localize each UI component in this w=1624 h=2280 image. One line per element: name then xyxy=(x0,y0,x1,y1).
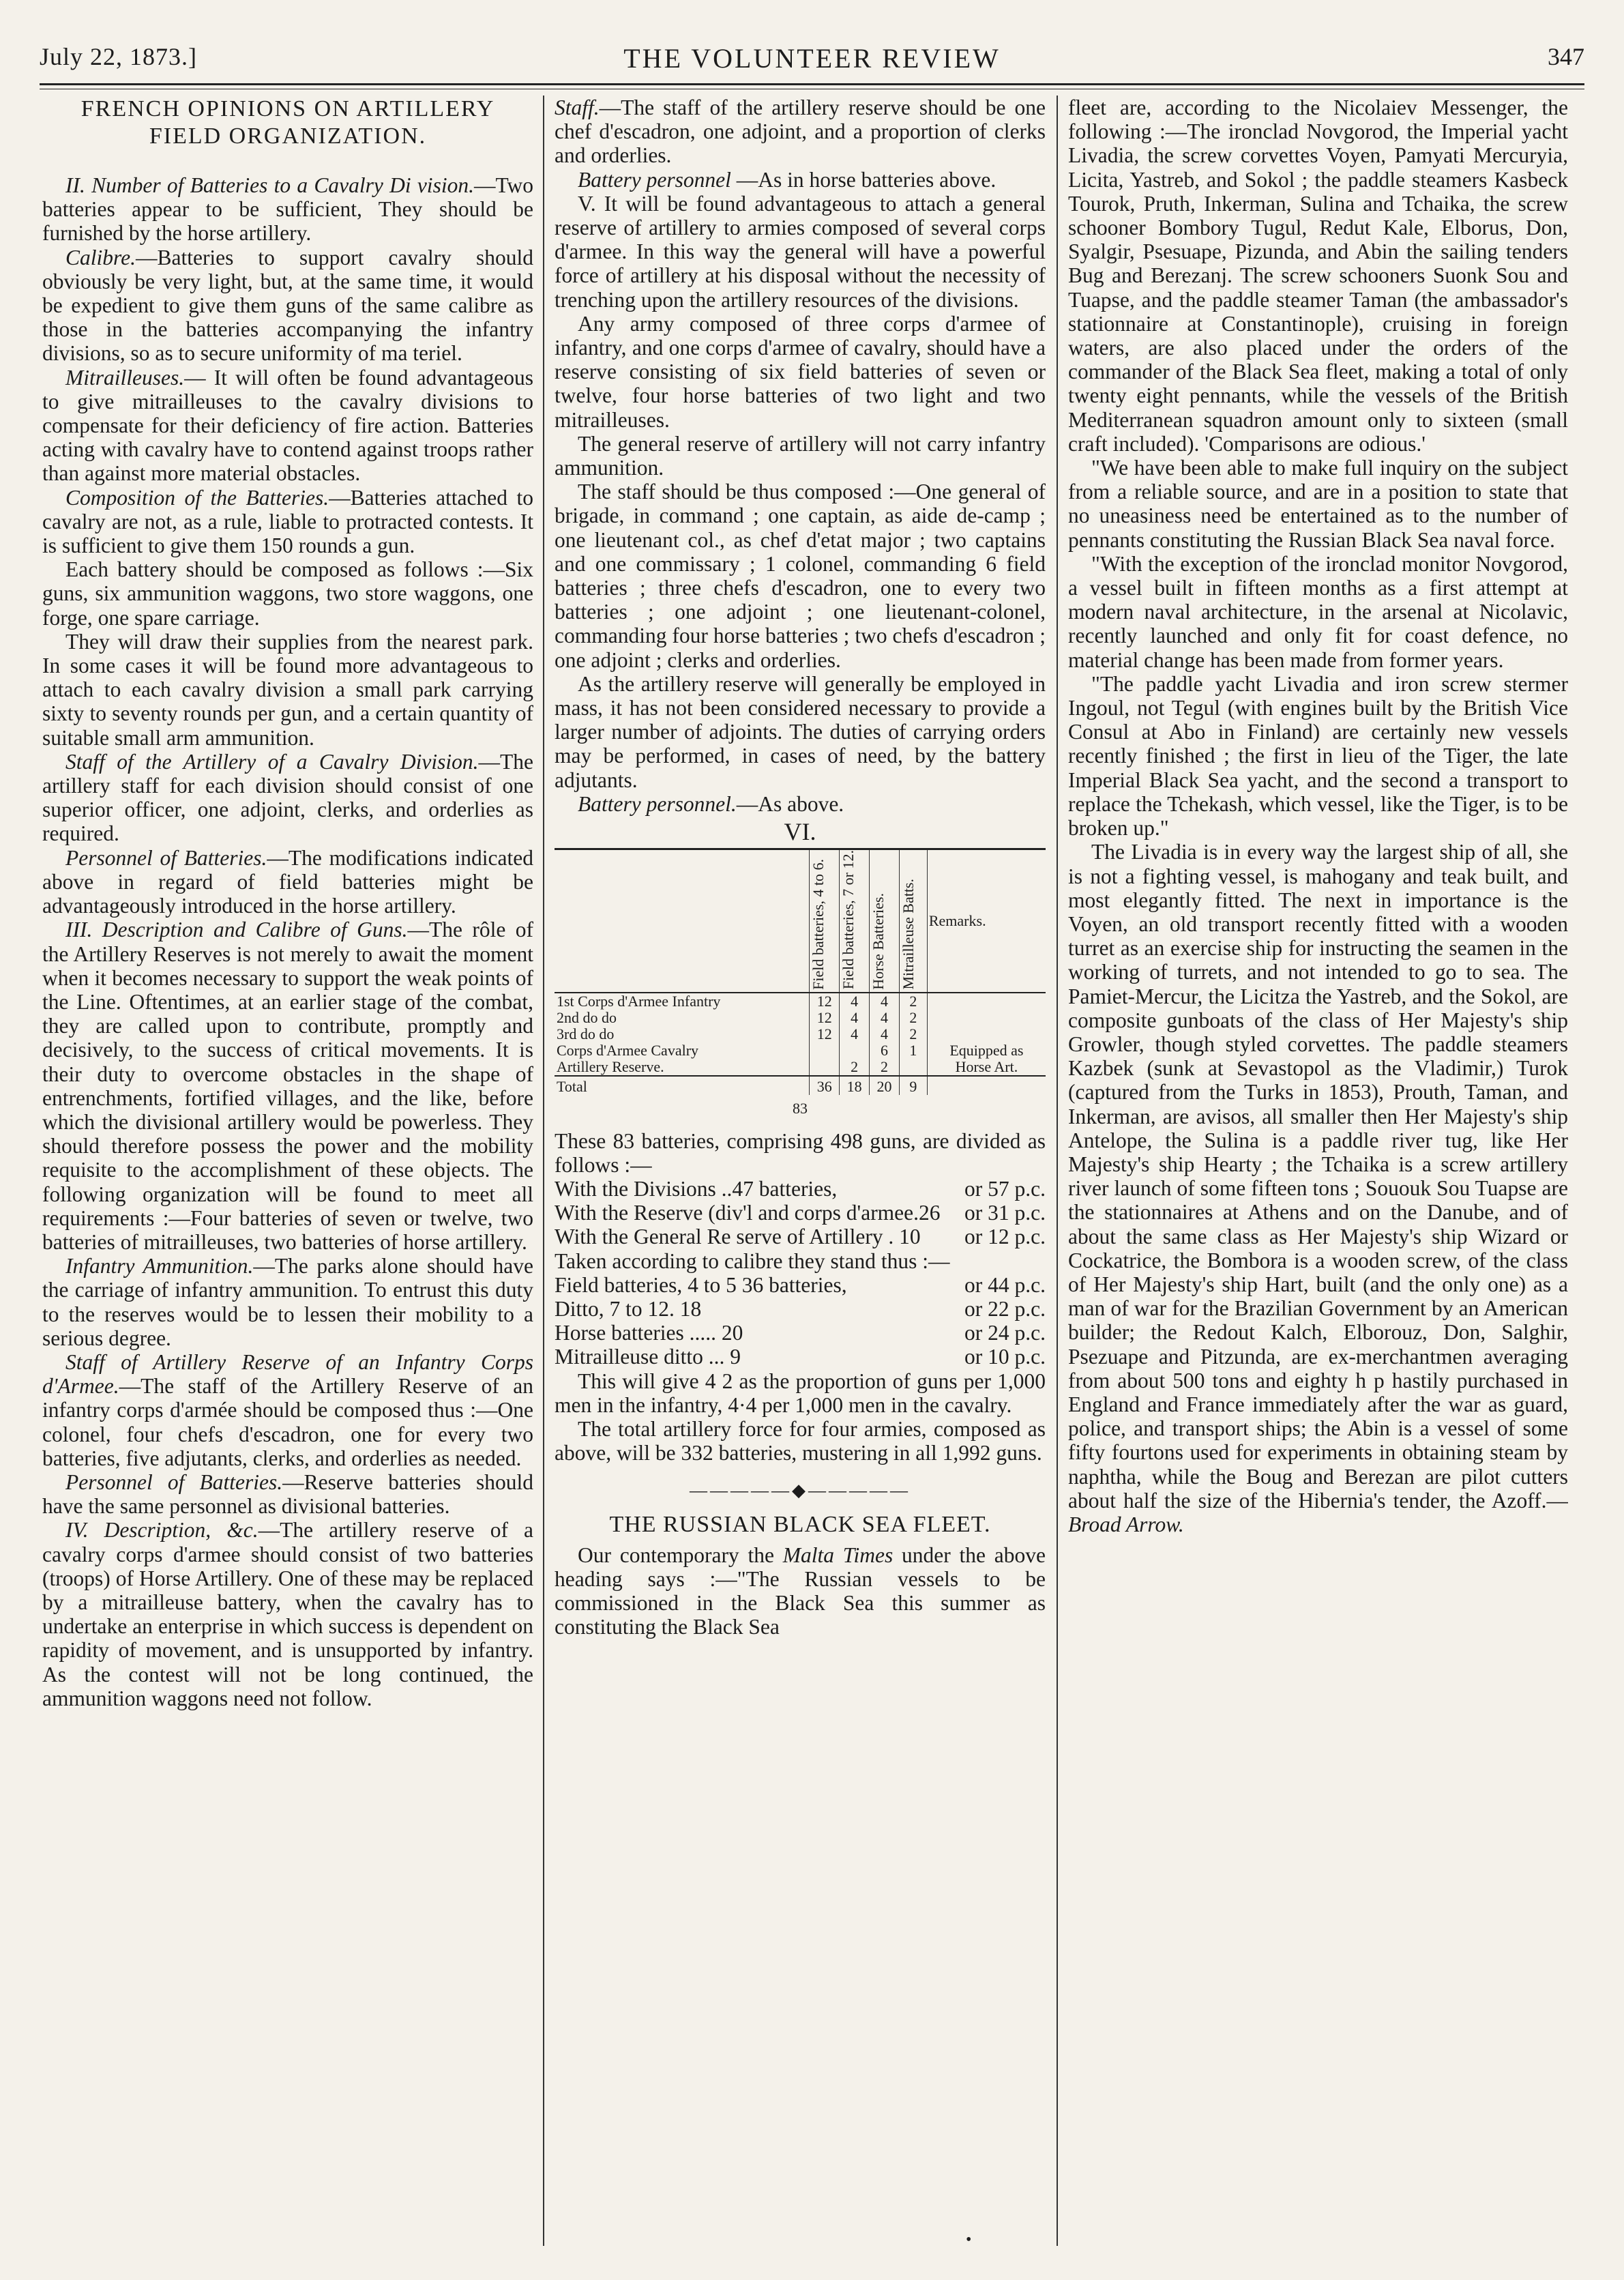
list-item: Ditto, 7 to 12. 18 or 22 p.c. xyxy=(555,1297,1046,1321)
paragraph: IV. Description, &c.—The artillery reserve of a cavalry corps d'armee should consist of two batteries (troops) of Horse Artillery. One of these may be replaced by a mitrailleuse battery, when the cavalry has to undertake an enterprise in which success is dependent on rapidity of movement, and is unsupported by infantry. As the contest will not be long continued, the ammunition waggons need not follow. xyxy=(42,1518,533,1710)
paragraph: The Livadia is in every way the largest ship of all, she is not a fighting vessel, is mahogany and teak built, and most elegantly fitted. The next in importance is the Voyen, an old transport recently fitted with a wooden turret as an exercise ship for instructing the seamen in the working of turrets, and not intended to go to sea. The Pamiet-Mercur, the Licitza the Yastreb, and the Sokol, are composite gunboats of the class of Her Majesty's ship Growler, though styled corvettes. The paddle steamers Kazbek (sunk at Sevastopol as the Vladimir,) Turok (captured from the Turks in 1853), Prouth, Taman, and Inkerman, are avisos, all smaller then Her Majesty's ship Antelope, the Sulina is a paddle river tug, like Her Majesty's ship Hearty ; the Tchaika is a screw artillery river launch of some fifteen tons ; Sououk Sou Tuapse are the stationnaires at Athens and on the Danube, and of about the same class as Her Majesty's ship Wizard or Cockatrice, the Bombora is a wooden screw, of the class of Her Majesty's ship Hart, built (and the only one) as a man of war for the Brazilian Government by an American builder; the Redout Kalch, Elborouz, Don, Salghir, Psezuape and Pitzunda, are ex-merchantmen averaging from about 500 tons and eighty h p hastily purchased in England and France immediately after the war as guard, police, and transport ships; the Abin is a vessel of some fifty fourtons used for experiments in obtaining steam by naphtha, while the Boug and Berezan are pilot cutters about half the size of the Hibernia's tender, the Azoff.—Broad Arrow. xyxy=(1068,840,1568,1536)
issue-date: July 22, 1873.] xyxy=(40,43,197,70)
page-mark: • xyxy=(966,2231,972,2249)
paragraph: Staff.—The staff of the artillery reserve should be one chef d'escadron, one adjoint, and a proportion of clerks and orderlies. xyxy=(555,96,1046,168)
paragraph: II. Number of Batteries to a Cavalry Di vision.—Two batteries appear to be sufficient, They should be furnished by the horse artillery. xyxy=(42,173,533,246)
paragraph: V. It will be found advantageous to attach a general reserve of artillery to armies composed of several corps d'armee. In this way the general will have a powerful force of artillery at his disposal without the necessity of trenching upon the artillery resources of the divisions. xyxy=(555,191,1046,312)
paragraph: III. Description and Calibre of Guns.—The rôle of the Artillery Reserves is not merely to await the moment when it becomes necessary to support the weak points of the Line. Oftentimes, at an earlier stage of the combat, they are called upon to contribute, promptly and decisively, to the success of critical movements. It is their duty to overcome obstacles in the shape of entrenchments, fortified villages, and the like, before which the divisional artillery would be powerless. They should therefore possess the power and the mobility requisite to the accomplishment of these objects. The following organization will be found to meet all requirements :—Four batteries of seven or twelve, two batteries of mitrailleuses, two batteries of horse artillery. xyxy=(42,918,533,1254)
table-corner xyxy=(555,849,810,993)
article-heading: FRENCH OPINIONS ON ARTILLERY FIELD ORGANIZATION. xyxy=(80,96,495,149)
table-row: 1st Corps d'Armee Infantry 12 4 4 2 xyxy=(555,993,1046,1010)
table-title: VI. xyxy=(784,818,816,846)
paragraph: "The paddle yacht Livadia and iron screw stermer Ingoul, not Tegul (with engines built by the British Vice Consul at Abo in Finland) are certainly new vessels recently finished ; the first in lieu of the Tiger, the late Imperial Black Sea yacht, and the second a transport to replace the Tchekash, which vessel, like the Tiger, is to be broken up." xyxy=(1068,671,1568,841)
list-item: With the General Re serve of Artillery . 10 or 12 p.c. xyxy=(555,1225,1046,1249)
paragraph: Taken according to calibre they stand thus :— xyxy=(555,1248,950,1273)
column-header-remarks: Remarks. xyxy=(927,849,1046,993)
paragraph: This will give 4 2 as the proportion of guns per 1,000 men in the infantry, 4·4 per 1,000 men in the cavalry. xyxy=(555,1369,1046,1417)
paragraph: The general reserve of artillery will not carry infantry ammunition. xyxy=(555,431,1046,480)
paragraph: Battery personnel.—As above. xyxy=(578,791,844,816)
paragraph: Infantry Ammunition.—The parks alone should have the carriage of infantry ammunition. To entrust this duty to the reserves would be to lessen their mobility to a serious degree. xyxy=(42,1254,533,1350)
paragraph: "We have been able to make full inquiry on the subject from a reliable source, and are in a position to state that no uneasiness need be entertained as to the number of pennants constituting the Russian Black Sea naval force. xyxy=(1068,456,1568,552)
list-item: Mitrailleuse ditto ... 9 or 10 p.c. xyxy=(555,1345,1046,1369)
paragraph: Our contemporary the Malta Times under the above heading says :—"The Russian vessels to be commissioned in the Black Sea this summer as constituting the Black Sea xyxy=(555,1543,1046,1639)
paragraph: The total artillery force for four armies, composed as above, will be 332 batteries, mustering in all 1,992 guns. xyxy=(555,1417,1046,1465)
page-number: 347 xyxy=(1548,43,1584,70)
column-1 xyxy=(42,96,533,2253)
table-row: Corps d'Armee Cavalry 6 1 Equipped as xyxy=(555,1042,1046,1059)
source-credit: Broad Arrow. xyxy=(1068,1512,1184,1536)
table-total-row: Total 36 18 20 9 xyxy=(555,1076,1046,1095)
paragraph: Any army composed of three corps d'armee of infantry, and one corps d'armee of cavalry, should have a reserve consisting of six field batteries of seven or twelve, four horse batteries of two light and two mitrailleuses. xyxy=(555,311,1046,432)
column-header: Field batteries, 7 or 12. xyxy=(840,849,870,993)
list-item: Field batteries, 4 to 5 36 batteries, or 44 p.c. xyxy=(555,1272,1046,1297)
paragraph: Mitrailleuses.— It will often be found advantageous to give mitrailleuses to the cavalry divisions to compensate for their deficiency of fire action. Batteries acting with cavalry have to contend against troops rather than against more material obstacles. xyxy=(42,365,533,486)
artillery-table xyxy=(555,848,1046,1095)
paragraph: Staff of the Artillery of a Cavalry Division.—The artillery staff for each division should consist of one superior officer, one adjoint, clerks, and orderlies as required. xyxy=(42,749,533,846)
paragraph: Calibre.—Batteries to support cavalry should obviously be very light, but, at the same time, it would be expedient to give them guns of the same calibre as those in the batteries accompanying the infantry divisions, so as to secure uniformity of ma teriel. xyxy=(42,245,533,366)
column-header: Mitrailleuse Batts. xyxy=(899,849,927,993)
header-rule xyxy=(40,83,1584,85)
paragraph: The staff should be thus composed :—One general of brigade, in command ; one captain, as aide de-camp ; one lieutenant col., as chef d'etat major ; two captains and one commissary ; 1 colonel, commanding 6 field batteries ; three chefs d'escadron, one to every two batteries ; one adjoint ; one lieutenant-colonel, commanding four horse batteries ; two chefs d'escadron ; one adjoint ; clerks and orderlies. xyxy=(555,480,1046,672)
column-2 xyxy=(555,96,1046,2253)
paragraph: fleet are, according to the Nicolaiev Messenger, the following :—The ironclad Novgorod, the Imperial yacht Livadia, the screw corvettes Voyen, Pamyati Mercuryia, Licita, Yastreb, and Sokol ; the paddle steamers Kasbeck Tourok, Pruth, Inkerman, Sulina and Tchaika, the screw schooner Bombory Tugul, Redut Kale, Elborus, Don, Syalgir, Psesuape, Pizunda, and Abin the sailing tenders Bug and Berezanj. The screw schooners Suonk Sou and Tuapse, and the paddle steamer Taman (the ambassador's stationnaire at Constantinople), cruising in foreign waters, are also placed under the orders of the commander of the Black Sea fleet, making a total of only twenty eight pennants, while the vessels of the British Mediterranean squadron amount only to sixteen (small craft included). 'Comparisons are odious.' xyxy=(1068,96,1568,456)
column-3 xyxy=(1068,96,1568,2253)
paragraph: Battery personnel —As in horse batteries above. xyxy=(578,167,996,192)
column-divider xyxy=(543,96,544,2246)
paragraph: Personnel of Batteries.—The modifications indicated above in regard of field batteries might be advantageously introduced in the horse artillery. xyxy=(42,845,533,918)
column-divider xyxy=(1057,96,1058,2246)
paragraph: Staff of Artillery Reserve of an Infantry Corps d'Armee.—The staff of the Artillery Reserve of an infantry corps d'armée should be composed thus :—One colonel, four chefs d'escadron, one for every two batteries, five adjutants, clerks, and orderlies as needed. xyxy=(42,1349,533,1470)
paragraph: These 83 batteries, comprising 498 guns, are divided as follows :— xyxy=(555,1128,1046,1177)
running-head xyxy=(40,42,1584,83)
list-item: With the Divisions ..47 batteries, or 57 p.c. xyxy=(555,1176,1046,1201)
paragraph: As the artillery reserve will generally be employed in mass, it has not been considered necessary to provide a larger number of adjoints. The duties of carrying orders may be performed, in cases of need, by the battery adjutants. xyxy=(555,671,1046,792)
paragraph: Composition of the Batteries.—Batteries attached to cavalry are not, as a rule, liable to protracted contests. It is sufficient to give them 150 rounds a gun. xyxy=(42,485,533,558)
table-row: Artillery Reserve. 2 2 Horse Art. xyxy=(555,1059,1046,1076)
paragraph: Personnel of Batteries.—Reserve batteries should have the same personnel as divisional batteries. xyxy=(42,1470,533,1519)
paragraph: "With the exception of the ironclad monitor Novgorod, a vessel built in fifteen months as a first attempt at modern naval architecture, in the arsenal at Nicolavic, recently launched and only fit for coast defence, no material change has been made from former years. xyxy=(1068,551,1568,672)
column-header: Field batteries, 4 to 6. xyxy=(810,849,840,993)
table-grand-total: 83 xyxy=(793,1100,808,1117)
paragraph: Each battery should be composed as follows :—Six guns, six ammunition waggons, two store waggons, one forge, one spare carriage. xyxy=(42,557,533,630)
section-ornament: —————◆————— xyxy=(690,1480,911,1501)
column-header: Horse Batteries. xyxy=(870,849,900,993)
table-row: 3rd do do 12 4 4 2 xyxy=(555,1026,1046,1042)
table-row: 2nd do do 12 4 4 2 xyxy=(555,1010,1046,1026)
article-heading: THE RUSSIAN BLACK SEA FLEET. xyxy=(609,1511,991,1537)
publication-title: THE VOLUNTEER REVIEW xyxy=(623,43,1001,74)
list-item: Horse batteries ..... 20 or 24 p.c. xyxy=(555,1321,1046,1345)
list-item: With the Reserve (div'l and corps d'armee.26 or 31 p.c. xyxy=(555,1201,1046,1225)
paragraph: They will draw their supplies from the nearest park. In some cases it will be found more advantageous to attach to each cavalry division a small park carrying sixty to seventy rounds per gun, and a certain quantity of suitable small arm ammunition. xyxy=(42,629,533,750)
